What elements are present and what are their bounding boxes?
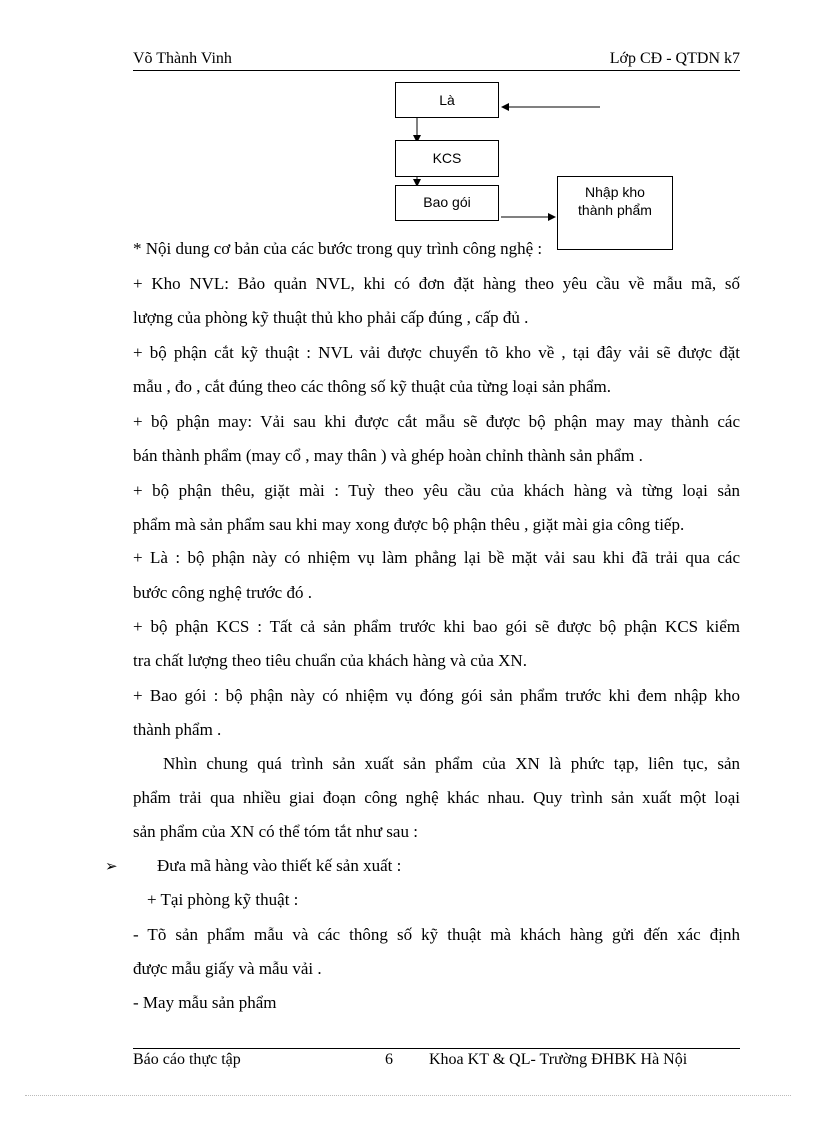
text-line: + bộ phận KCS : Tất cả sản phẩm trước khi bao gói sẽ được bộ phận KCS kiểm [133, 617, 740, 636]
text-line: + bộ phận thêu, giặt mài : Tuỳ theo yêu cầu của khách hàng và từng loại sản [133, 481, 740, 500]
box-bao-goi [395, 185, 499, 221]
text-line: - May mẫu sản phẩm [133, 993, 277, 1012]
header-author: Võ Thành Vinh [133, 50, 232, 67]
text-line: phẩm trải qua nhiều giai đoạn công nghệ khác nhau. Quy trình sản xuất một loại [133, 788, 740, 807]
page-footer [133, 1048, 740, 1068]
text-line: + Là : bộ phận này có nhiệm vụ làm phẳng lại bề mặt vải sau khi đã trải qua các [133, 548, 740, 567]
text-line: bán thành phẩm (may cổ , may thân ) và ghép hoàn chỉnh thành sản phẩm . [133, 446, 643, 465]
text-line: phẩm mà sản phẩm sau khi may xong được bộ phận thêu , giặt mài gia công tiếp. [133, 515, 685, 534]
text-line: Nhìn chung quá trình sản xuất sản phẩm của XN là phức tạp, liên tục, sản [163, 754, 740, 773]
text-line: + Kho NVL: Bảo quản NVL, khi có đơn đặt hàng theo yêu cầu về mẫu mã, số [133, 274, 740, 293]
text-line: + Tại phòng kỹ thuật : [147, 890, 299, 909]
text-line: bước công nghệ trước đó . [133, 583, 312, 602]
text-line: thành phẩm . [133, 720, 222, 739]
box-kcs-label: KCS [432, 150, 462, 166]
header-class: Lớp CĐ - QTDN k7 [609, 50, 740, 67]
text-line: + Bao gói : bộ phận này có nhiệm vụ đóng gói sản phẩm trước khi đem nhập kho [133, 686, 740, 705]
box-kcs [395, 140, 499, 177]
text-line: mẫu , đo , cắt đúng theo các thông số kỹ thuật của từng loại sản phẩm. [133, 377, 612, 396]
box-nhap-kho-line2: thành phẩm [578, 202, 652, 218]
box-nhap-kho-line1: Nhập kho [585, 184, 645, 200]
bullet-arrow-icon: ➢ [105, 857, 118, 875]
text-line: + bộ phận may: Vải sau khi được cắt mẫu sẽ được bộ phận may may thành các [133, 412, 740, 431]
box-la-label: Là [439, 92, 455, 108]
page-number: 6 [385, 1051, 393, 1068]
text-line: * Nội dung cơ bản của các bước trong quy trình công nghệ : [133, 239, 543, 258]
text-line: Đưa mã hàng vào thiết kế sản xuất : [157, 856, 402, 875]
text-line: + bộ phận cắt kỹ thuật : NVL vải được chuyển tõ kho về , tại đây vải sẽ được đặt [133, 343, 740, 362]
text-line: được mẫu giấy và mẫu vải . [133, 959, 322, 978]
footer-report-title: Báo cáo thực tập [133, 1051, 241, 1068]
page-edge-divider [25, 1095, 791, 1096]
text-line: - Tõ sản phẩm mẫu và các thông số kỹ thuật mà khách hàng gửi đến xác định [133, 925, 740, 944]
box-la [395, 82, 499, 118]
text-line: tra chất lượng theo tiêu chuẩn của khách hàng và của XN. [133, 651, 527, 670]
footer-faculty: Khoa KT & QL- Trường ĐHBK Hà Nội [429, 1051, 688, 1068]
text-line: lượng của phòng kỹ thuật thủ kho phải cấp đúng , cấp đủ . [133, 308, 529, 327]
process-diagram-arrows [0, 0, 816, 260]
text-line: sản phẩm của XN có thể tóm tắt như sau : [133, 822, 418, 841]
box-bao-goi-label: Bao gói [423, 194, 471, 210]
